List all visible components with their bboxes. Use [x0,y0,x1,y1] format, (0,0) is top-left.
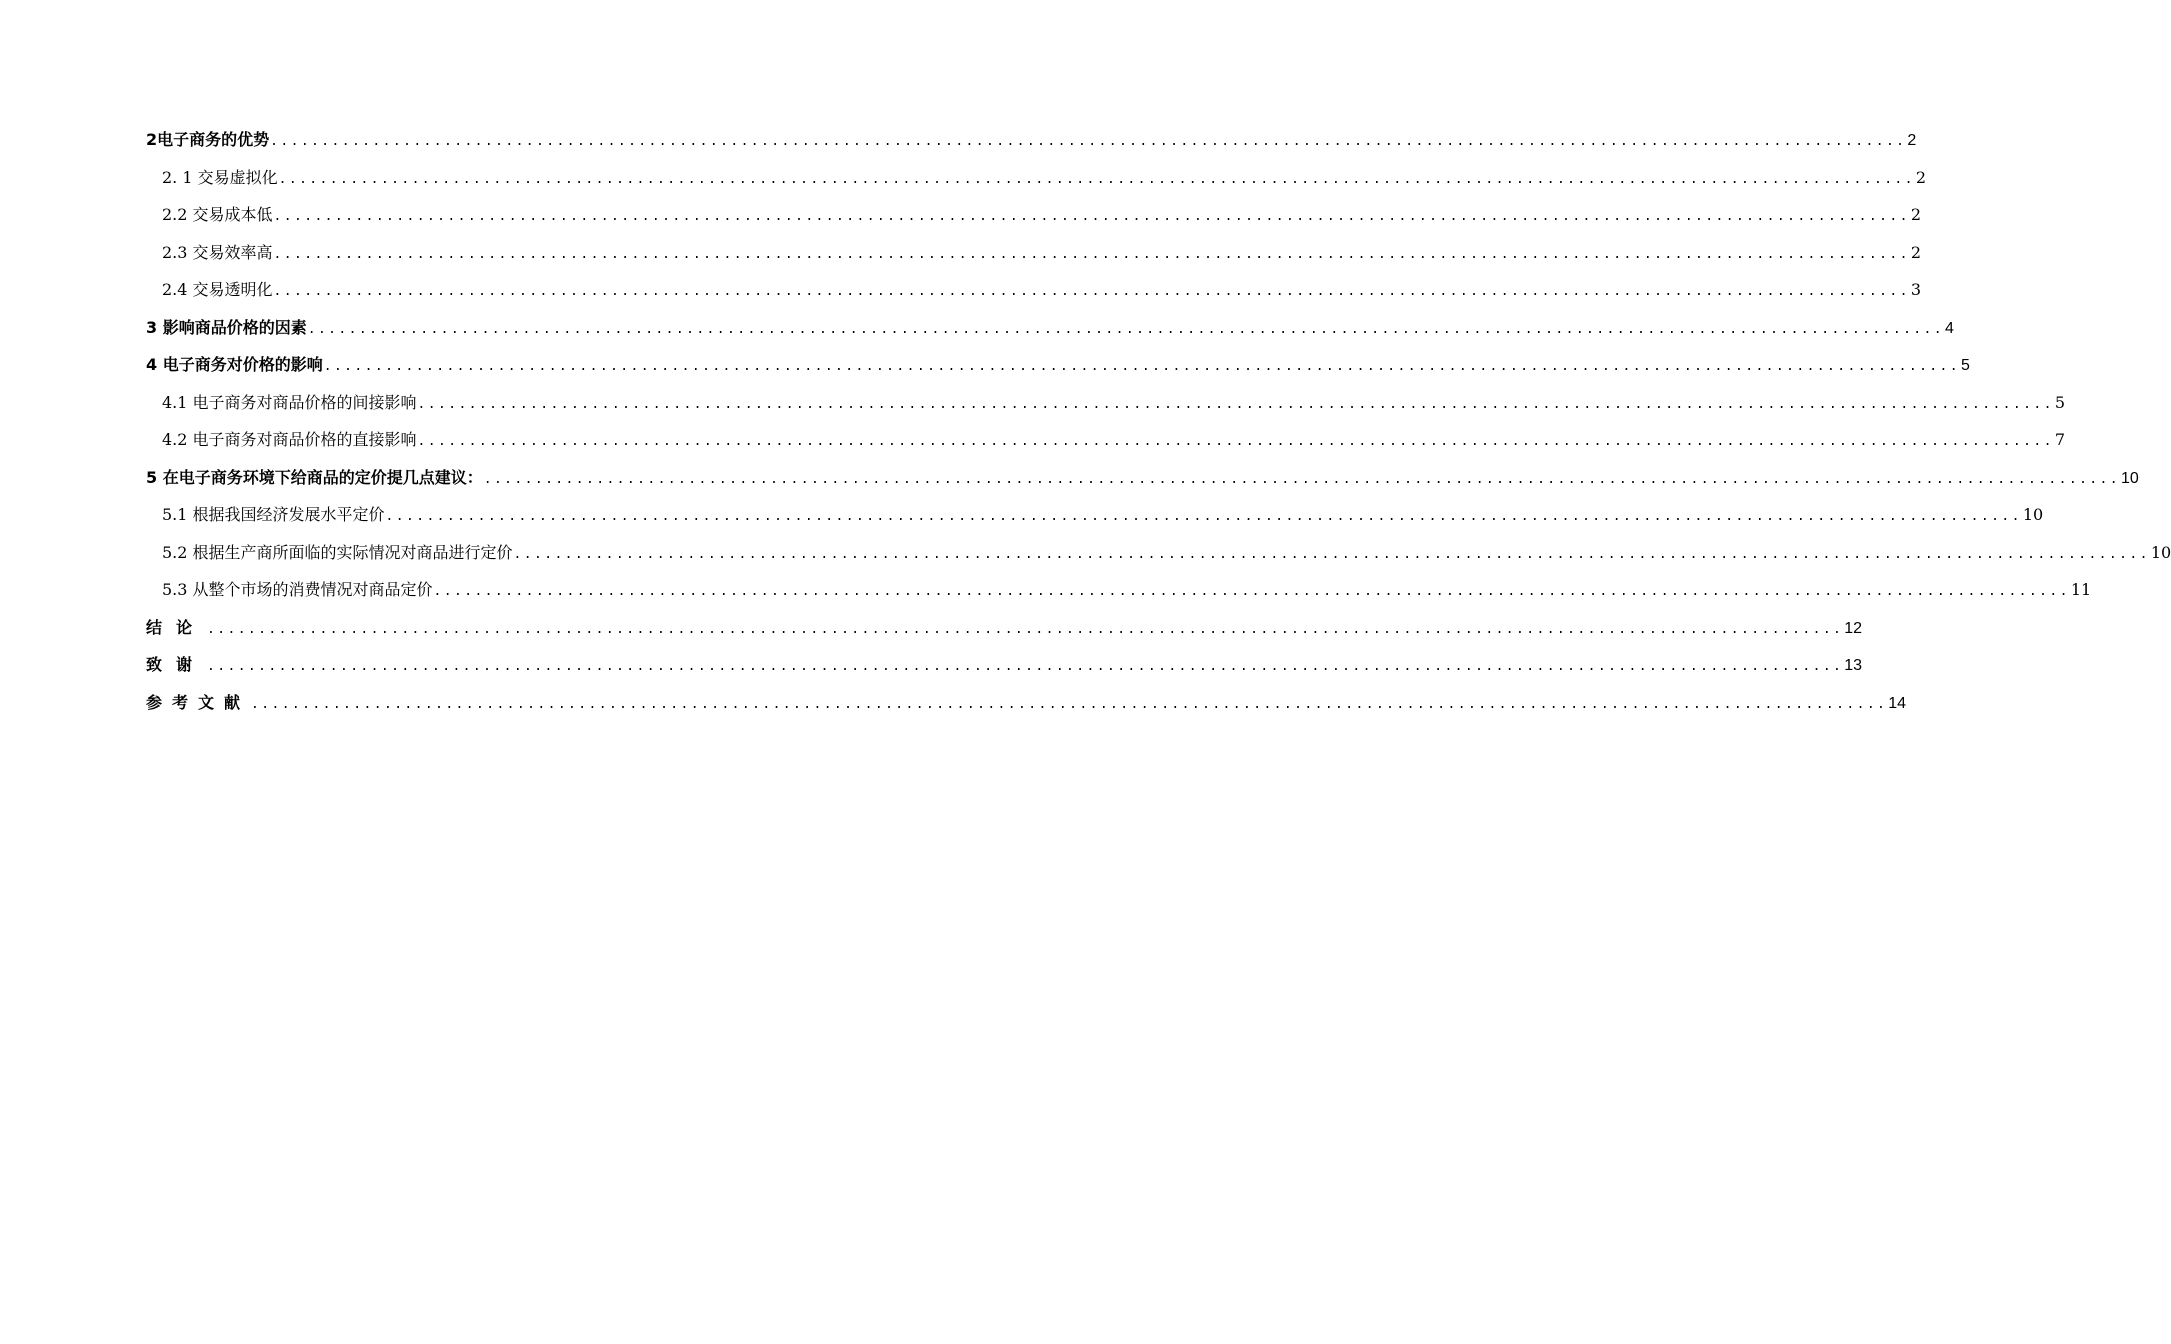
toc-dot-leader: ................................................................................................................................................................ [513,546,2150,562]
toc-entry-title: 致谢 [146,655,207,674]
toc-page-number: 13 [1844,657,1863,674]
toc-entry[interactable] [146,571,2092,609]
toc-page-number: 2 [1907,132,1917,149]
toc-dot-leader: ................................................................................................................................................................ [251,696,1888,712]
toc-entry-title: 4.1 电子商务对商品价格的间接影响 [162,392,417,412]
toc-entry-title: 参考文献 [146,692,251,712]
toc-entry-title: 2.4 交易透明化 [162,280,273,299]
toc-page-number: 7 [2054,430,2065,449]
toc-dot-leader: ................................................................................................................................................................ [273,209,1910,224]
toc-page-number: 5 [2054,392,2065,412]
toc-entry[interactable] [146,196,1921,234]
toc-entry[interactable] [146,271,1921,309]
toc-page-number: 2 [1915,167,1927,187]
toc-entry[interactable] [146,346,1970,384]
table-of-contents [146,121,2171,721]
toc-page-number: 3 [1910,280,1921,299]
toc-entry-title: 结论 [146,617,207,637]
toc-entry-title: 5.2 根据生产商所面临的实际情况对商品进行定价 [162,542,513,562]
toc-page-number: 10 [2120,469,2139,487]
toc-page-number: 5 [1960,357,1970,374]
toc-entry[interactable] [146,534,2171,572]
toc-entry[interactable] [146,234,1921,272]
toc-entry[interactable] [146,496,2044,534]
toc-entry[interactable] [146,421,2065,459]
toc-dot-leader: ................................................................................................................................................................ [417,434,2054,449]
toc-dot-leader: ................................................................................................................................................................ [385,509,2022,524]
toc-entry-title: 2. 1 交易虚拟化 [162,167,278,187]
toc-entry-title: 5.3 从整个市场的消费情况对商品定价 [162,580,433,599]
toc-dot-leader: ................................................................................................................................................................ [483,471,2120,487]
toc-entry-title: 2电子商务的优势 [146,130,270,149]
toc-dot-leader: ................................................................................................................................................................ [270,134,1907,149]
toc-dot-leader: ................................................................................................................................................................ [273,246,1910,262]
toc-page-number: 10 [2022,505,2044,524]
toc-entry-title: 4 电子商务对价格的影响 [146,355,323,374]
toc-entry[interactable] [146,121,1917,159]
toc-page-number: 2 [1910,242,1921,262]
toc-entry[interactable] [146,646,1863,684]
toc-dot-leader: ................................................................................................................................................................ [273,284,1910,299]
toc-page-number: 11 [2070,580,2092,599]
toc-page-number: 2 [1910,205,1921,224]
toc-page-number: 12 [1844,619,1863,637]
toc-entry-title: 2.3 交易效率高 [162,242,273,262]
toc-dot-leader: ................................................................................................................................................................ [207,659,1844,674]
toc-entry[interactable] [146,609,1863,647]
toc-entry[interactable] [146,309,1954,347]
toc-dot-leader: ................................................................................................................................................................ [417,396,2054,412]
toc-page-number: 14 [1888,694,1907,712]
toc-entry-title: 2.2 交易成本低 [162,205,273,224]
toc-entry-title: 3 影响商品价格的因素 [146,317,307,337]
toc-dot-leader: ................................................................................................................................................................ [323,359,1960,374]
toc-dot-leader: ................................................................................................................................................................ [207,621,1844,637]
toc-entry-title: 4.2 电子商务对商品价格的直接影响 [162,430,417,449]
toc-dot-leader: ................................................................................................................................................................ [433,584,2070,599]
toc-entry[interactable] [146,684,1907,722]
toc-page-number: 10 [2150,542,2171,562]
toc-entry-title: 5 在电子商务环境下给商品的定价提几点建议： [146,467,483,487]
toc-entry[interactable] [146,159,1927,197]
toc-dot-leader: ................................................................................................................................................................ [278,171,1915,187]
toc-entry[interactable] [146,459,2139,497]
toc-page-number: 4 [1944,319,1954,337]
toc-dot-leader: ................................................................................................................................................................ [307,321,1944,337]
toc-entry[interactable] [146,384,2065,422]
toc-entry-title: 5.1 根据我国经济发展水平定价 [162,505,385,524]
